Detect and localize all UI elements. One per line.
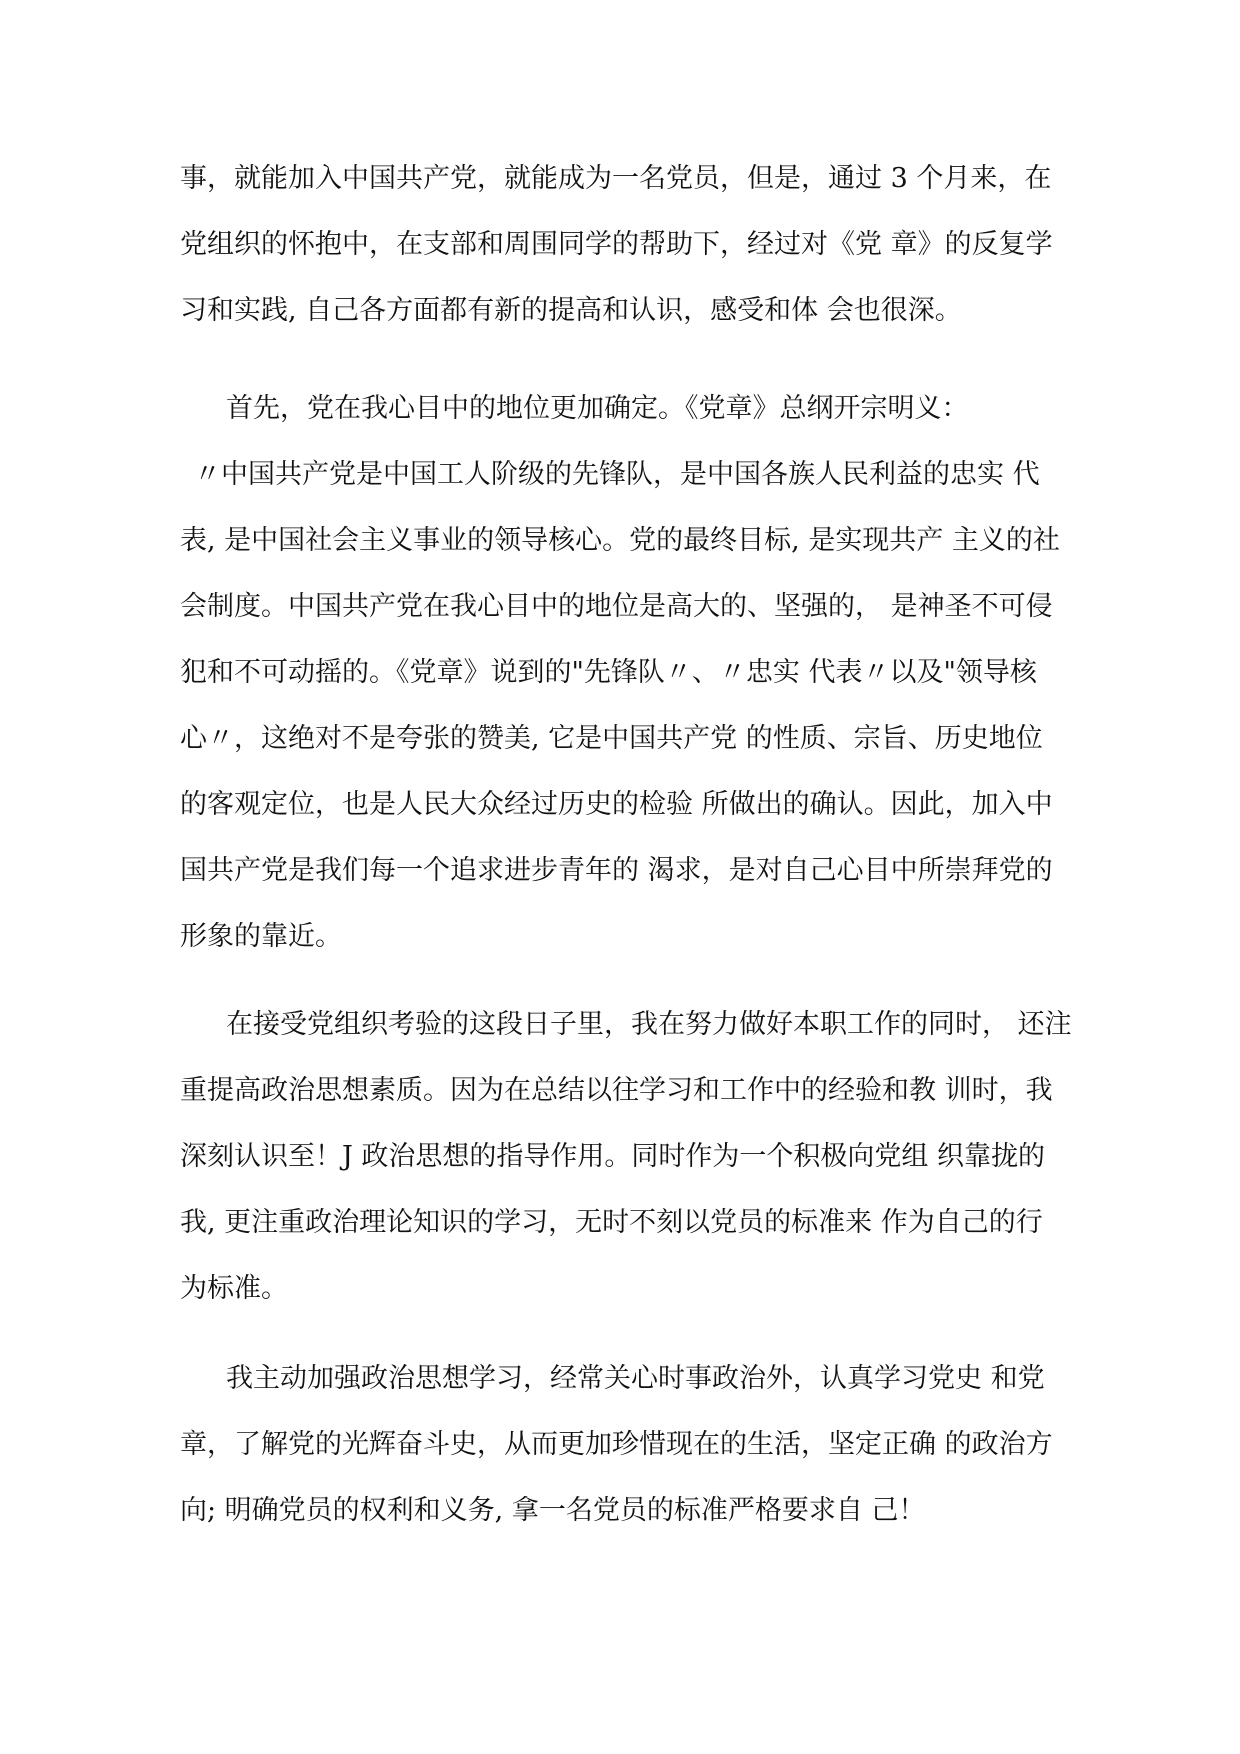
paragraph-line: 向; 明确党员的权利和义务, 拿一名党员的标准严格要求自 己！ [180, 1495, 926, 1526]
paragraph-line: 在接受党组织考验的这段日子里，我在努力做好本职工作的同时， 还注 [226, 1009, 1072, 1040]
paragraph-line: 会制度。中国共产党在我心目中的地位是高大的、坚强的， 是神圣不可侵 [180, 591, 1053, 622]
paragraph-line: 我, 更注重政治理论知识的学习，无时不刻以党员的标准来 作为自己的行 [180, 1207, 1043, 1238]
paragraph-line: 首先，党在我心目中的地位更加确定。《党章》总纲开宗明义： [226, 393, 969, 424]
paragraph-line: 章，了解党的光辉奋斗史，从而更加珍惜现在的生活，坚定正确 的政治方 [180, 1429, 1053, 1460]
paragraph-line: 心〃，这绝对不是夸张的赞美, 它是中国共产党 的性质、宗旨、历史地位 [180, 723, 1043, 754]
paragraph-line: 我主动加强政治思想学习，经常关心时事政治外，认真学习党史 和党 [226, 1363, 1045, 1394]
paragraph-line: 重提高政治思想素质。因为在总结以往学习和工作中的经验和教 训时，我 [180, 1075, 1053, 1106]
paragraph-line: 犯和不可动摇的。《党章》说到的"先锋队〃、〃忠实 代表〃以及"领导核 [180, 657, 1037, 688]
paragraph-line: 习和实践, 自己各方面都有新的提高和认识，感受和体 会也很深。 [180, 295, 962, 326]
paragraph-4 [180, 1346, 1070, 1544]
paragraph-1 [180, 146, 1070, 344]
paragraph-line: 表, 是中国社会主义事业的领导核心。党的最终目标, 是实现共产 主义的社 [180, 525, 1060, 556]
paragraph-3 [180, 992, 1070, 1322]
paragraph-line: 为标准。 [180, 1273, 288, 1304]
paragraph-line: 的客观定位，也是人民大众经过历史的检验 所做出的确认。因此，加入中 [180, 789, 1053, 820]
paragraph-line: 〃中国共产党是中国工人阶级的先锋队，是中国各族人民利益的忠实 代 [194, 459, 1040, 490]
paragraph-line: 深刻认识至！J 政治思想的指导作用。同时作为一个积极向党组 织靠拢的 [180, 1141, 1045, 1172]
paragraph-2 [180, 376, 1070, 970]
paragraph-line: 党组织的怀抱中，在支部和周围同学的帮助下，经过对《党 章》的反复学 [180, 229, 1053, 260]
paragraph-line: 国共产党是我们每一个追求进步青年的 渴求，是对自己心目中所崇拜党的 [180, 855, 1053, 886]
paragraph-line: 事，就能加入中国共产党，就能成为一名党员，但是，通过 3 个月来，在 [180, 163, 1052, 194]
paragraph-line: 形象的靠近。 [180, 921, 342, 952]
